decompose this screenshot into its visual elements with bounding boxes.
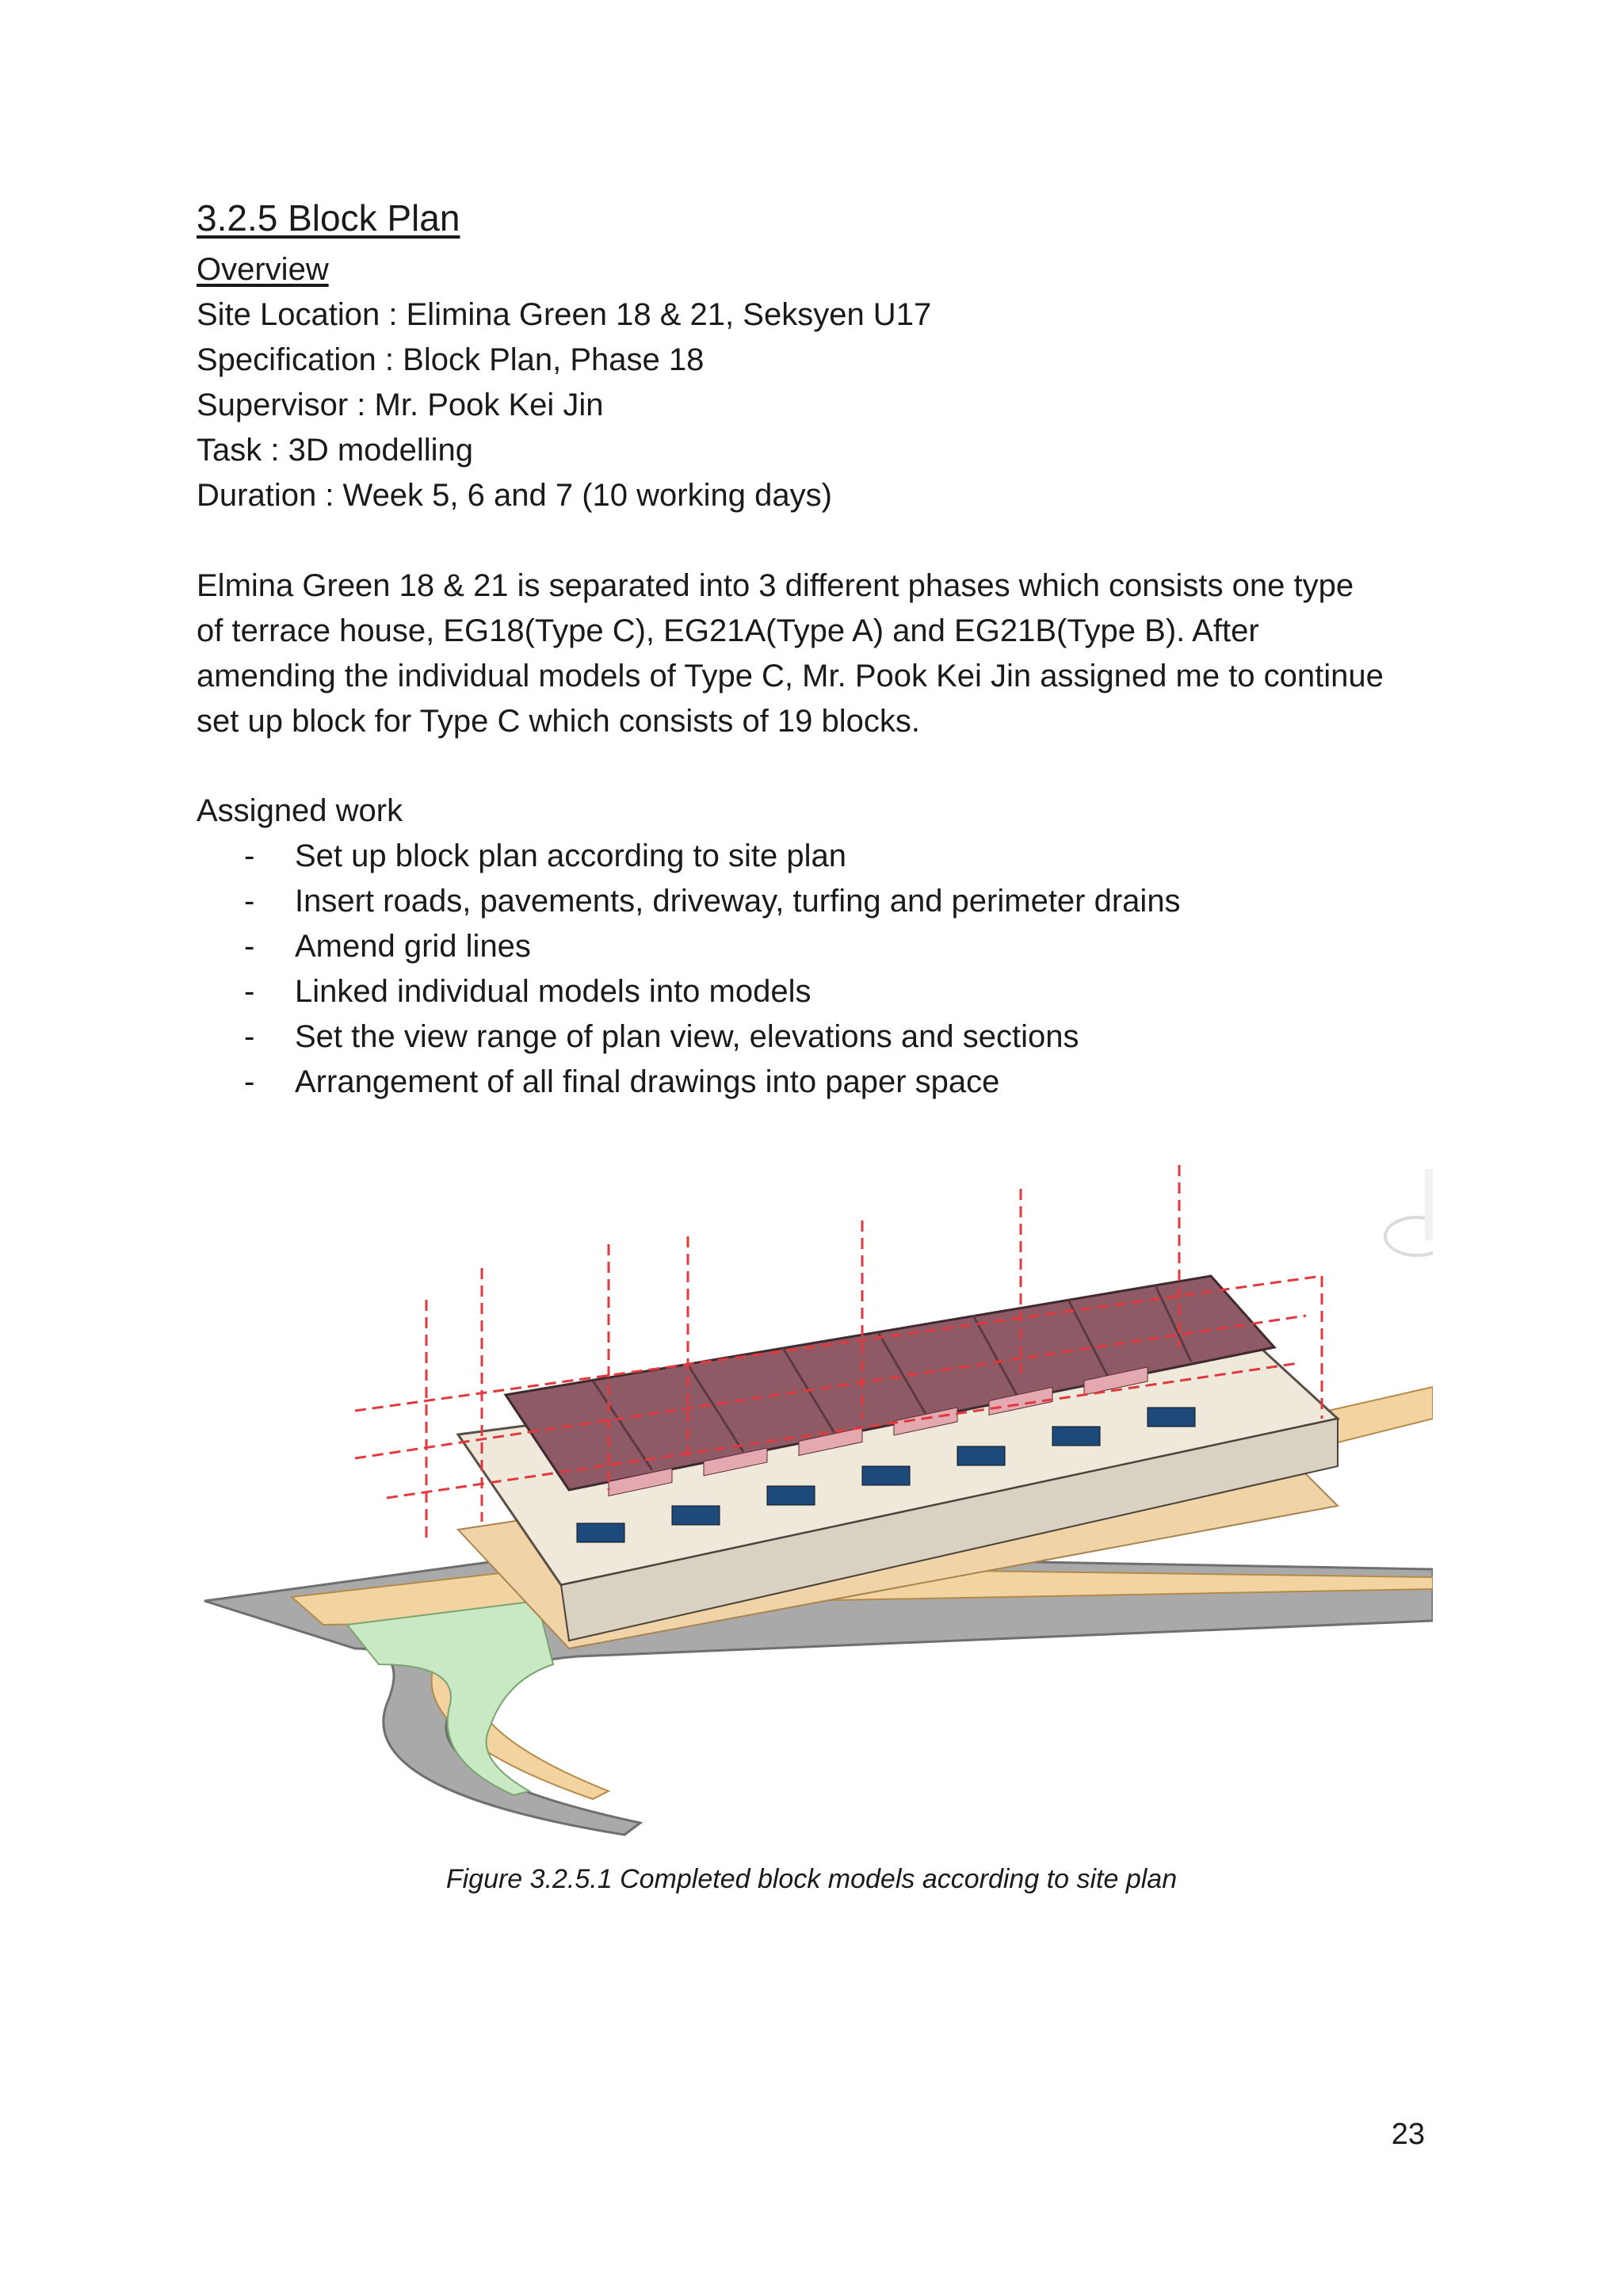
list-item [244,834,1181,879]
overview-site-location: Site Location : Elimina Green 18 & 21, Seksyen U17 [197,297,932,332]
overview-specification: Specification : Block Plan, Phase 18 [197,342,705,377]
list-item [244,879,1181,924]
block-model-figure [197,1157,1433,1839]
paragraph-line: Elmina Green 18 & 21 is separated into 3 different phases which consists one type [197,568,1354,603]
figure-caption: Figure 3.2.5.1 Completed block models according to site plan [445,1864,1178,1894]
paragraph-line: amending the individual models of Type C, Mr. Pook Kei Jin assigned me to continue [197,659,1384,693]
overview-task: Task : 3D modelling [197,433,474,468]
list-item [244,1060,1181,1105]
bullet-dash: - [244,839,255,873]
description-paragraph [197,563,1384,744]
assigned-work-list [244,834,1181,1105]
bullet-dash: - [244,1019,255,1054]
overview-block [197,247,931,518]
list-item-text: Amend grid lines [295,929,531,964]
view-cube-icon [1385,1169,1433,1255]
bullet-dash: - [244,974,255,1009]
page-number: 23 [1391,2118,1425,2151]
section-heading: 3.2.5 Block Plan [197,197,460,239]
list-item-text: Arrangement of all final drawings into paper space [295,1064,1000,1099]
bullet-dash: - [244,1064,255,1099]
list-item [244,1014,1181,1060]
overview-duration: Duration : Week 5, 6 and 7 (10 working days) [197,478,832,513]
block-model-illustration [197,1157,1433,1839]
list-item [244,969,1181,1014]
bullet-dash: - [244,884,255,919]
list-item-text: Set the view range of plan view, elevations and sections [295,1019,1079,1054]
list-item-text: Insert roads, pavements, driveway, turfing and perimeter drains [295,884,1181,919]
list-item-text: Linked individual models into models [295,974,812,1009]
paragraph-line: of terrace house, EG18(Type C), EG21A(Type A) and EG21B(Type B). After [197,613,1259,648]
bullet-dash: - [244,929,255,964]
paragraph-line: set up block for Type C which consists of 19 blocks. [197,704,921,739]
assigned-work-title: Assigned work [197,793,403,828]
list-item [244,924,1181,969]
list-item-text: Set up block plan according to site plan [295,839,846,873]
overview-supervisor: Supervisor : Mr. Pook Kei Jin [197,388,604,422]
overview-title: Overview [197,252,329,287]
